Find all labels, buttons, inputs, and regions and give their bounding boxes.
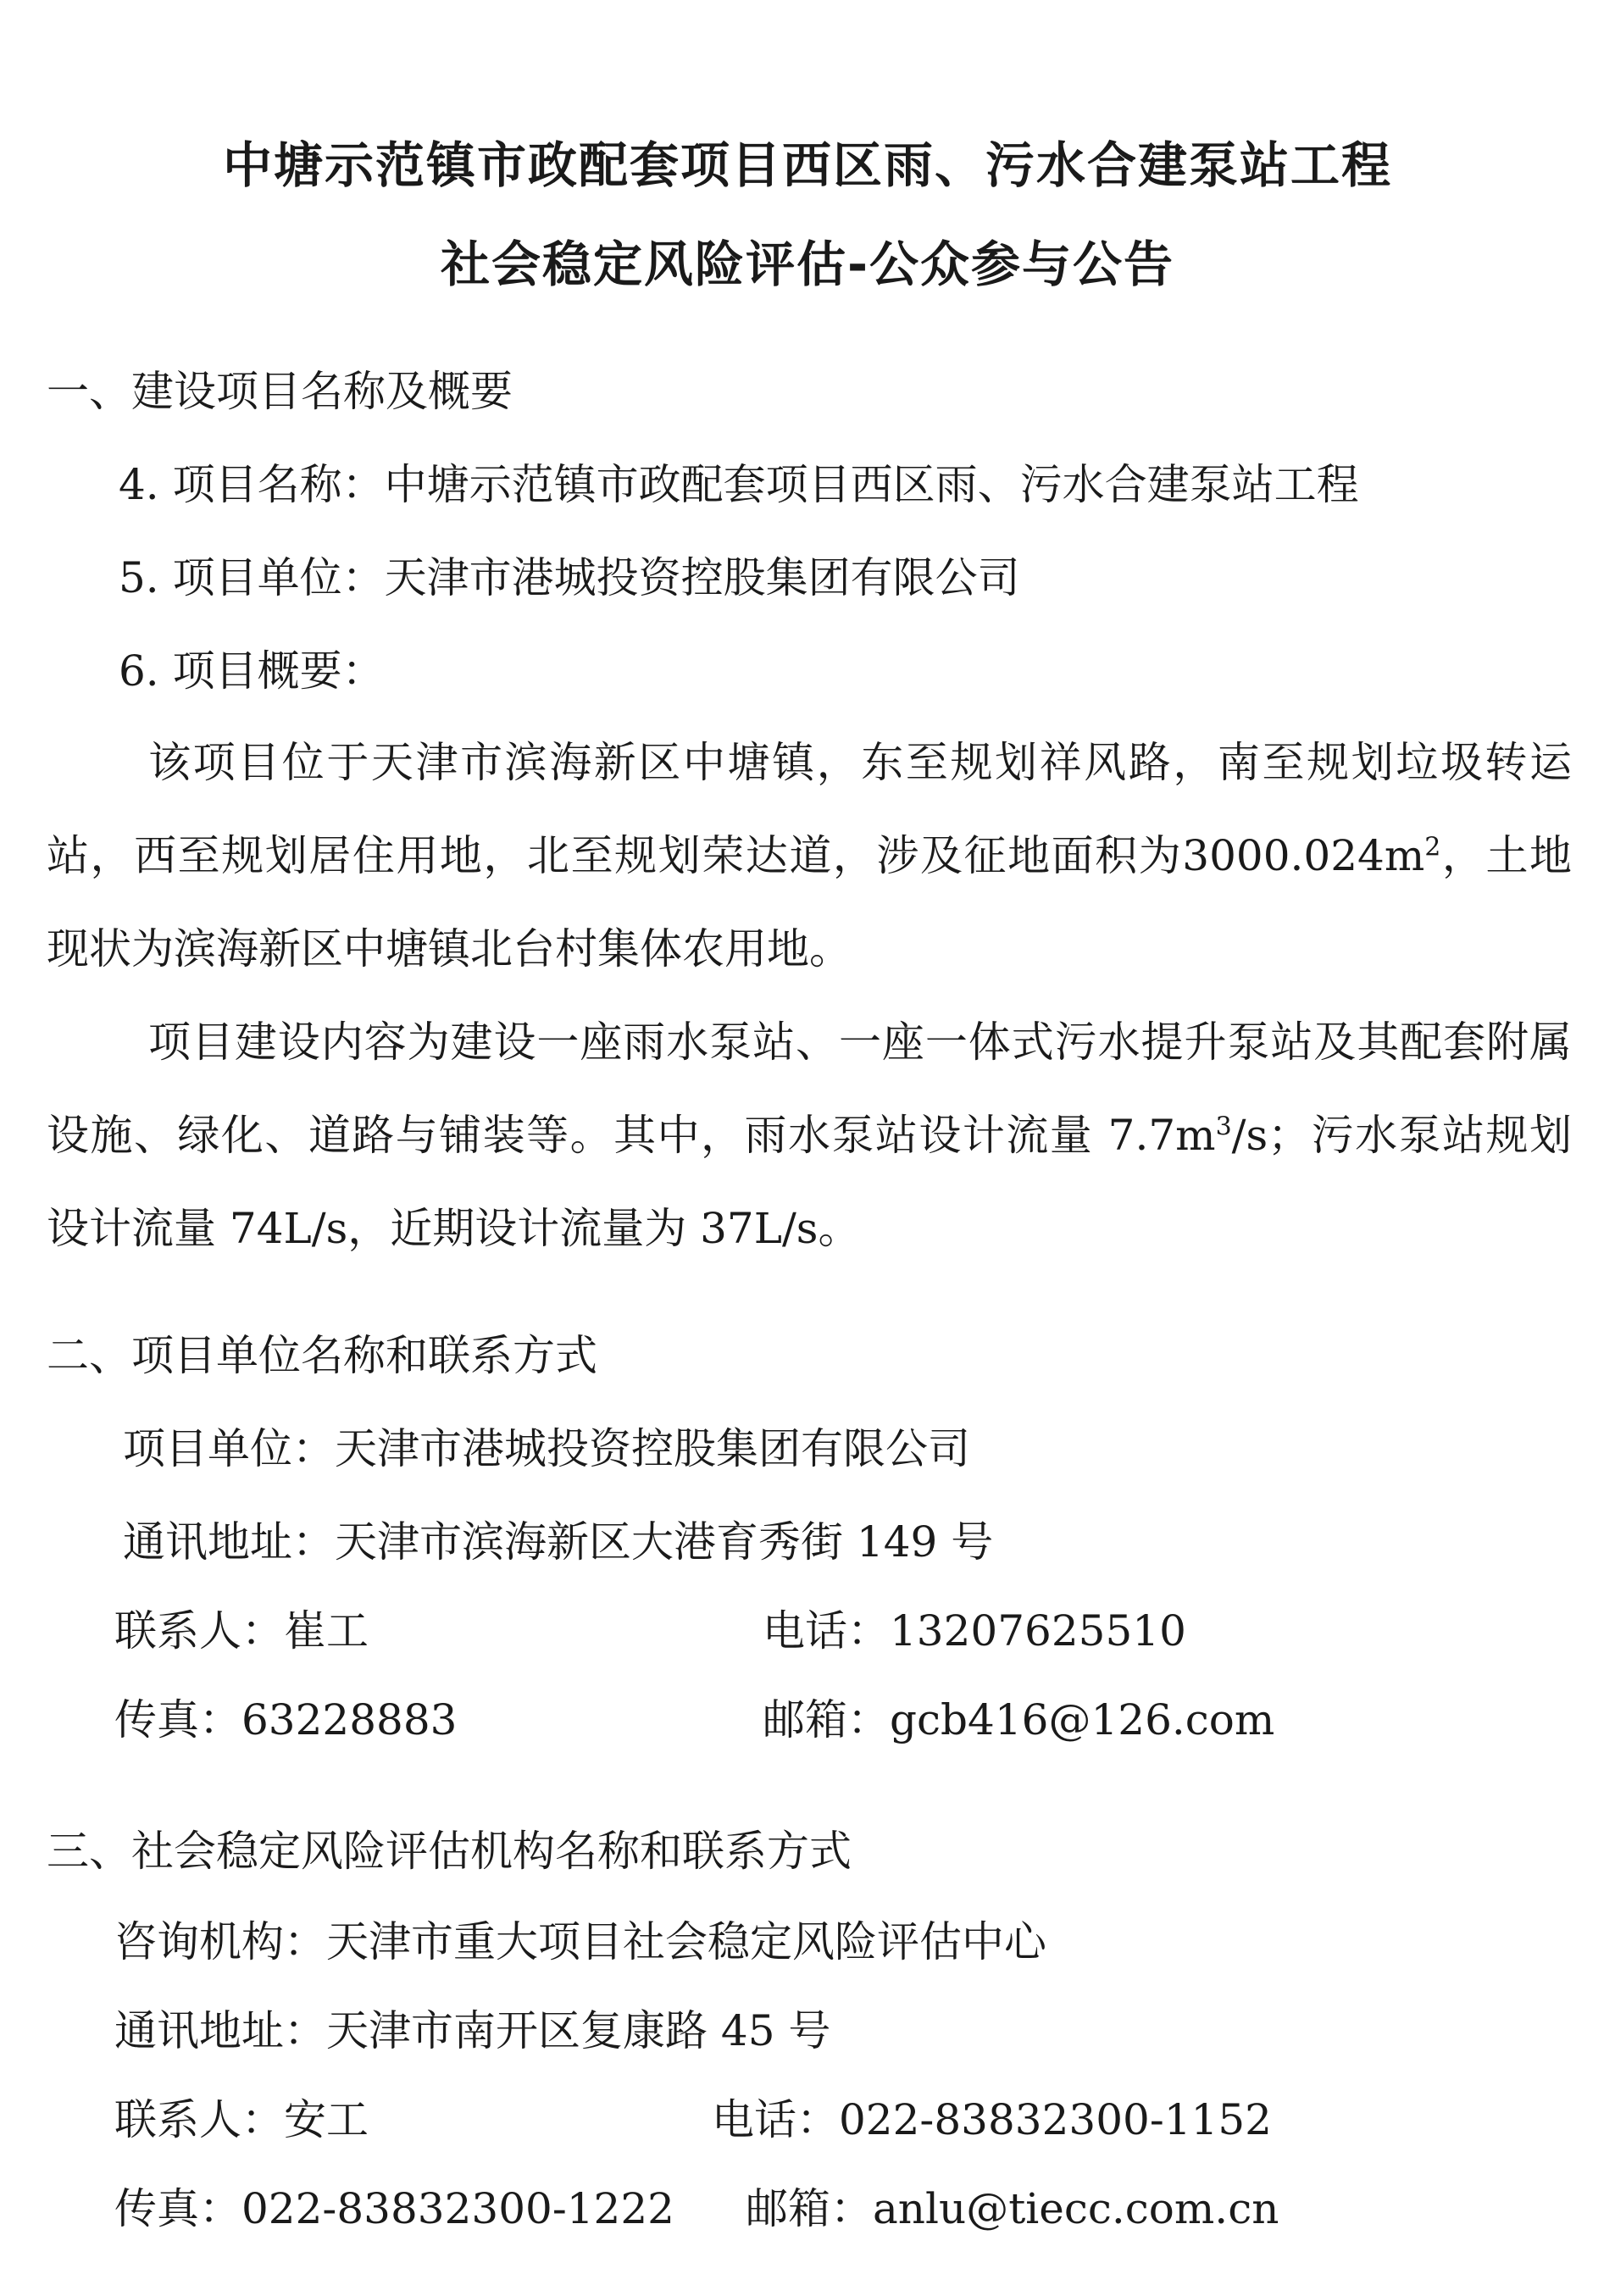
project-name-item: 4. 项目名称：中塘示范镇市政配套项目西区雨、污水合建泵站工程	[119, 460, 1359, 509]
consulting-agency-email: 邮箱：anlu@tiecc.com.cn	[746, 2184, 1279, 2233]
project-overview-paragraph-2: 项目建设内容为建设一座雨水泵站、一座一体式污水提升泵站及其配套附属设施、绿化、道路与铺装等。其中，雨水泵站设计流量 $7.7m^3/s$；污水泵站规划设计流量 74L/s，近期设计流量为 37L/s。	[47, 1018, 1572, 1253]
project-unit-email: 邮箱：gcb416@126.com	[763, 1695, 1275, 1744]
project-unit-phone: 电话：13207625510	[763, 1606, 1186, 1655]
project-unit-fax: 传真：63228883	[114, 1695, 458, 1744]
section-3-heading: 三、社会稳定风险评估机构名称和联系方式	[47, 1827, 852, 1876]
document-title-line-1: 中塘示范镇市政配套项目西区雨、污水合建泵站工程	[222, 136, 1392, 194]
section-1-heading: 一、建设项目名称及概要	[47, 367, 513, 416]
consulting-agency-name: 咨询机构：天津市重大项目社会稳定风险评估中心	[114, 1917, 1046, 1966]
project-unit-name: 项目单位：天津市港城投资控股集团有限公司	[123, 1424, 970, 1473]
consulting-agency-fax: 传真：022-83832300-1222	[114, 2184, 674, 2233]
document-title-line-2: 社会稳定风险评估-公众参与公告	[440, 236, 1175, 293]
consulting-agency-contact: 联系人：安工	[114, 2095, 369, 2144]
consulting-agency-address: 通讯地址：天津市南开区复康路 45 号	[114, 2006, 831, 2055]
project-unit-contact: 联系人：崔工	[114, 1606, 369, 1655]
section-2-heading: 二、项目单位名称和联系方式	[47, 1331, 597, 1380]
project-unit-item: 5. 项目单位：天津市港城投资控股集团有限公司	[119, 553, 1020, 602]
project-overview-paragraph-1: 该项目位于天津市滨海新区中塘镇，东至规划祥风路，南至规划垃圾转运站，西至规划居住用地，北至规划荣达道，涉及征地面积为$3000.024m^2$，土地现状为滨海新区中塘镇北台村集体农用地。	[47, 738, 1572, 973]
project-unit-address: 通讯地址：天津市滨海新区大港育秀街 149 号	[123, 1517, 994, 1567]
consulting-agency-phone: 电话：022-83832300-1152	[712, 2095, 1272, 2144]
project-overview-item: 6. 项目概要：	[119, 646, 385, 696]
